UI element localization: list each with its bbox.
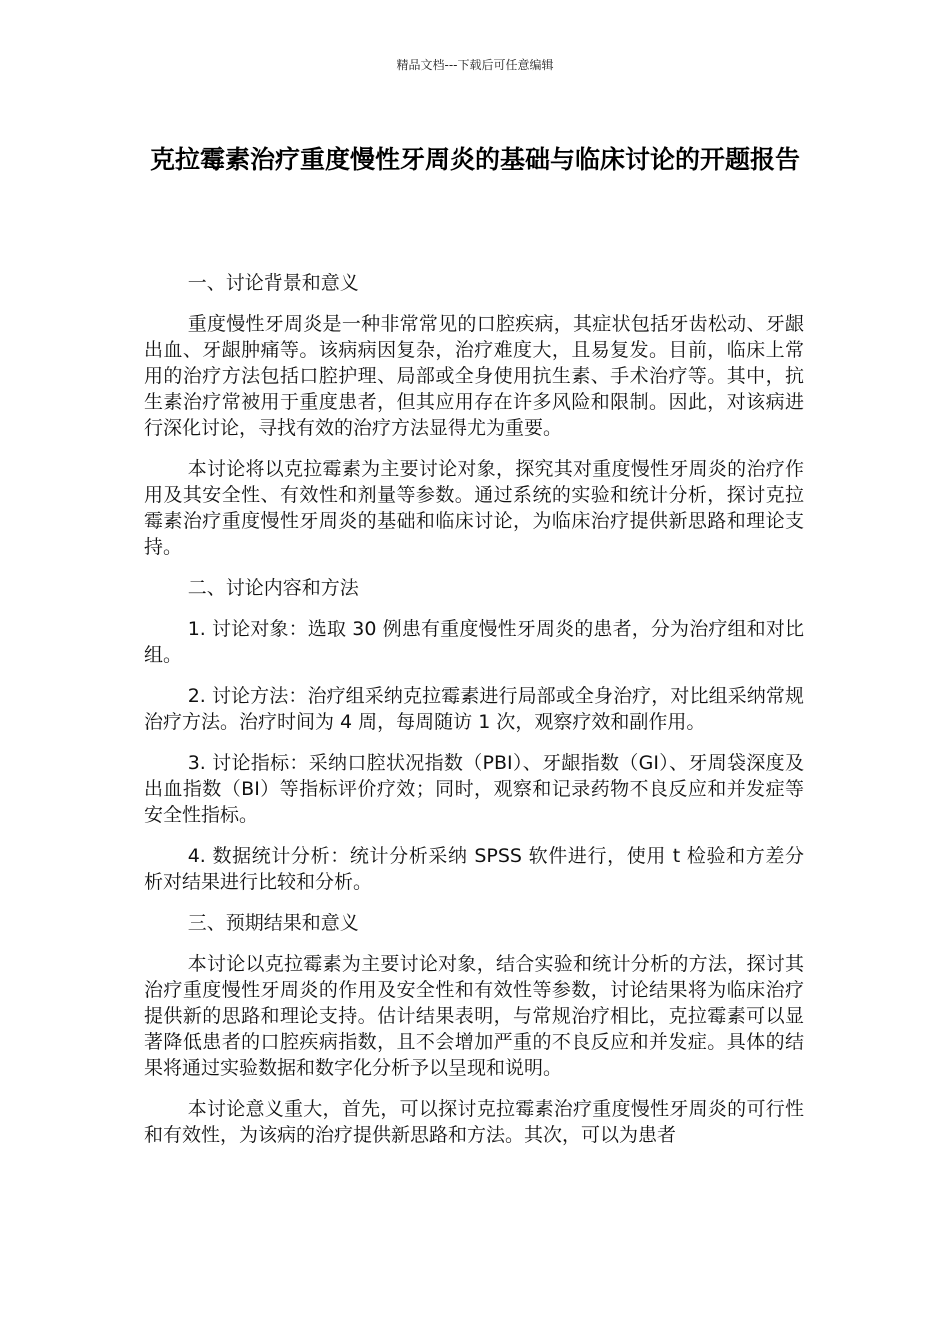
list-item-indicators: 3. 讨论指标：采纳口腔状况指数（PBI）、牙龈指数（GI）、牙周袋深度及出血指数（BI）等指标评价疗效；同时，观察和记录药物不良反应和并发症等安全性指标。 xyxy=(144,752,804,826)
paragraph-objective: 本讨论将以克拉霉素为主要讨论对象，探究其对重度慢性牙周炎的治疗作用及其安全性、有效性和剂量等参数。通过系统的实验和统计分析，探讨克拉霉素治疗重度慢性牙周炎的基础和临床讨论，为临床治疗提供新思路和理论支持。 xyxy=(144,458,804,558)
section-heading-methods: 二、讨论内容和方法 xyxy=(187,577,359,599)
list-item-subjects: 1. 讨论对象：选取 30 例患有重度慢性牙周炎的患者，分为治疗组和对比组。 xyxy=(144,618,804,666)
paragraph-background: 重度慢性牙周炎是一种非常常见的口腔疾病，其症状包括牙齿松动、牙龈出血、牙龈肿痛等。该病病因复杂，治疗难度大，且易复发。目前，临床上常用的治疗方法包括口腔护理、局部或全身使用抗生素、手术治疗等。其中，抗生素治疗常被用于重度患者，但其应用存在许多风险和限制。因此，对该病进行深化讨论，寻找有效的治疗方法显得尤为重要。 xyxy=(144,313,804,439)
document-title: 克拉霉素治疗重度慢性牙周炎的基础与临床讨论的开题报告 xyxy=(149,145,800,174)
section-heading-expected-results: 三、预期结果和意义 xyxy=(187,912,359,934)
paragraph-expected-results: 本讨论以克拉霉素为主要讨论对象，结合实验和统计分析的方法，探讨其治疗重度慢性牙周炎的作用及安全性和有效性等参数，讨论结果将为临床治疗提供新的思路和理论支持。估计结果表明，与常规治疗相比，克拉霉素可以显著降低患者的口腔疾病指数，且不会增加严重的不良反应和并发症。具体的结果将通过实验数据和数字化分析予以呈现和说明。 xyxy=(144,953,804,1079)
paragraph-significance: 本讨论意义重大，首先，可以探讨克拉霉素治疗重度慢性牙周炎的可行性和有效性，为该病的治疗提供新思路和方法。其次，可以为患者 xyxy=(144,1098,804,1146)
section-heading-background: 一、讨论背景和意义 xyxy=(187,272,359,294)
page-header: 精品文档---下载后可任意编辑 xyxy=(396,58,554,72)
list-item-method: 2. 讨论方法：治疗组采纳克拉霉素进行局部或全身治疗，对比组采纳常规治疗方法。治疗时间为 4 周，每周随访 1 次，观察疗效和副作用。 xyxy=(144,685,804,733)
document-body xyxy=(144,270,804,1163)
list-item-statistics: 4. 数据统计分析：统计分析采纳 SPSS 软件进行，使用 t 检验和方差分析对结果进行比较和分析。 xyxy=(144,845,804,893)
